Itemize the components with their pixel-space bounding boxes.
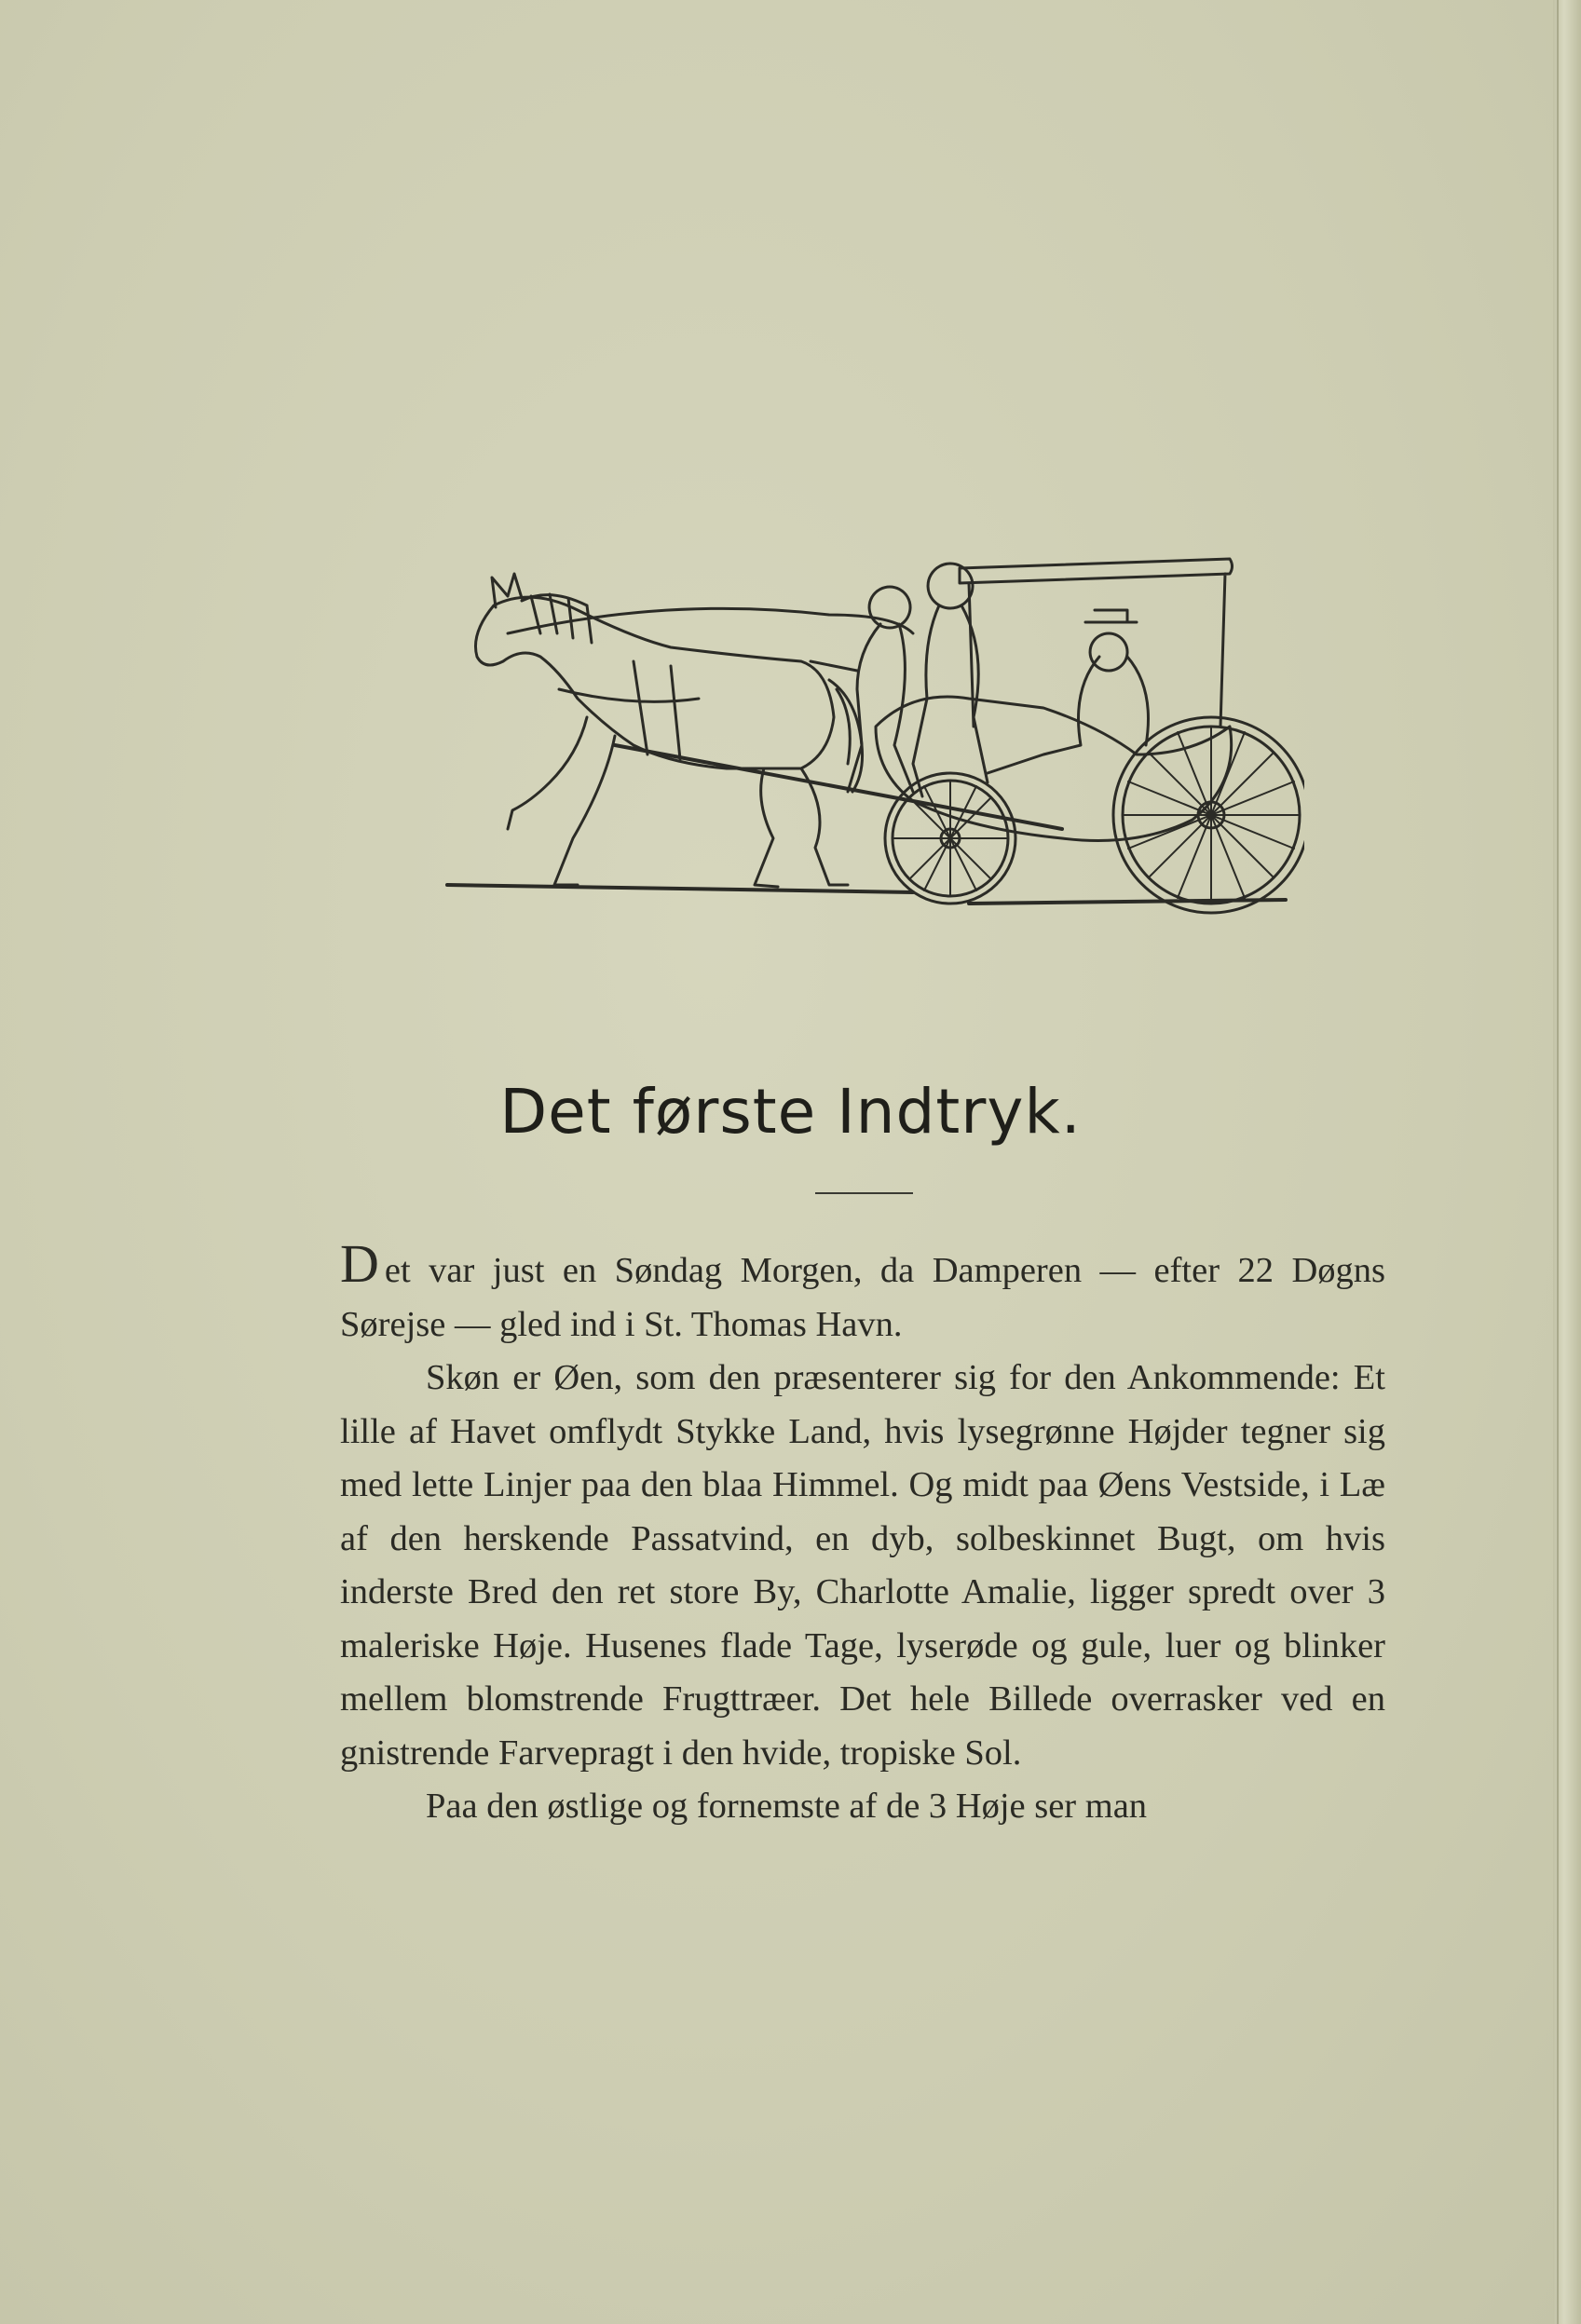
paragraph-3: Paa den østlige og fornemste af de 3 Høje ser man [426,1787,1148,1826]
horse-body [475,597,834,768]
front-wheel-spokes [893,781,1008,896]
carriage-body [876,697,1232,841]
paragraph-1 [340,1233,1385,1352]
drop-cap: D [340,1233,379,1294]
harness [559,661,699,759]
horse-front-legs [508,717,615,885]
paragraph-2: Skøn er Øen, som den præsenterer sig for den Ankommende: Et lille af Havet omflydt Stykke Land, hvis lysegrønne Højder tegner sig med lette Linjer paa den blaa Himmel. Og midt paa Øens Vestside, i Læ af den herskende Passatvind, en dyb, solbeskinnet Bugt, om hvis inderste Bred den ret store By, Charlotte Amalie, ligger spredt over 3 maleriske Høje. Husenes flade Tage, lyserøde og gule, luer og blinker mellem blomstrende Frugttræer. Det hele Billede overrasker ved en gnistrende Farvepragt i den hvide, tropiske Sol. [340,1358,1385,1773]
body-text [340,1233,1385,1834]
reins [508,608,913,633]
passenger [988,610,1149,773]
rear-wheel-spokes [1123,727,1300,904]
title-rule [815,1192,913,1194]
shaft [615,745,1062,829]
horse-ears [492,574,522,607]
carriage-illustration [391,447,1304,931]
page-edge-line [1557,0,1559,2324]
driver-two [913,564,988,796]
paragraph-1-text: et var just en Søndag Morgen, da Damperen — efter 22 Døgns Sørejse — gled ind i St. Thomas Havn. [340,1251,1385,1344]
chapter-title: Det første Indtryk. [499,1076,1082,1148]
